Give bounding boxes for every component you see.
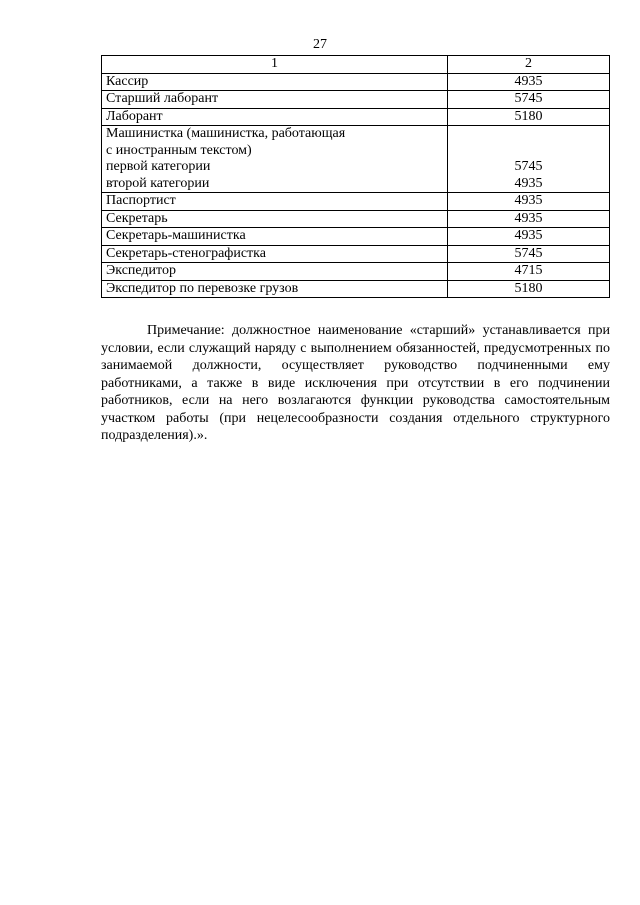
table-row [102,228,610,246]
position-cell: Секретарь [102,210,448,228]
column-header-1: 1 [102,56,448,74]
salary-cell: 4935 [448,193,610,211]
page-number: 27 [313,37,327,52]
position-cell: Паспортист [102,193,448,211]
salary-cell: 5180 [448,280,610,298]
position-cell: Старший лаборант [102,91,448,109]
salary-line: 5745 [514,159,543,174]
position-cell: Секретарь-стенографистка [102,245,448,263]
salary-cell: 5745 [448,245,610,263]
table-row [102,193,610,211]
table-row [102,108,610,126]
salary-cell-multiline [448,126,610,193]
position-cell: Секретарь-машинистка [102,228,448,246]
table-header-row [102,56,610,74]
position-line: второй категории [106,175,210,191]
salary-cell: 4935 [448,210,610,228]
salary-table [101,55,610,298]
position-line: первой категории [106,159,211,174]
note-paragraph: Примечание: должностное наименование «старший» устанавливается при условии, если служащий наряду с выполнением обязанностей, предусмотренных по занимаемой должности, осуществляет руководство подчиненными ему работниками, а также в виде исключения при отсутствии в его подчинении работников, если на него возлагаются функции руководства самостоятельным участком работы (при нецелесообразности создания отдельного структурного подразделения).». [101,323,610,443]
position-line: с иностранным текстом) [106,142,252,158]
position-cell: Экспедитор по перевозке грузов [102,280,448,298]
table-row [102,245,610,263]
table-row [102,91,610,109]
table-row [102,126,610,193]
position-cell: Кассир [102,73,448,91]
salary-line [452,126,605,143]
salary-cell: 4715 [448,263,610,281]
column-header-2: 2 [448,56,610,74]
position-cell-multiline [102,126,448,193]
salary-line: 4935 [514,175,543,191]
salary-cell: 4935 [448,73,610,91]
salary-line [452,143,605,160]
position-line: Машинистка (машинистка, работающая [106,126,346,141]
position-cell: Экспедитор [102,263,448,281]
salary-cell: 5745 [448,91,610,109]
salary-cell: 4935 [448,228,610,246]
table-row [102,263,610,281]
table-row [102,280,610,298]
position-cell: Лаборант [102,108,448,126]
table-row [102,73,610,91]
salary-cell: 5180 [448,108,610,126]
table-row [102,210,610,228]
